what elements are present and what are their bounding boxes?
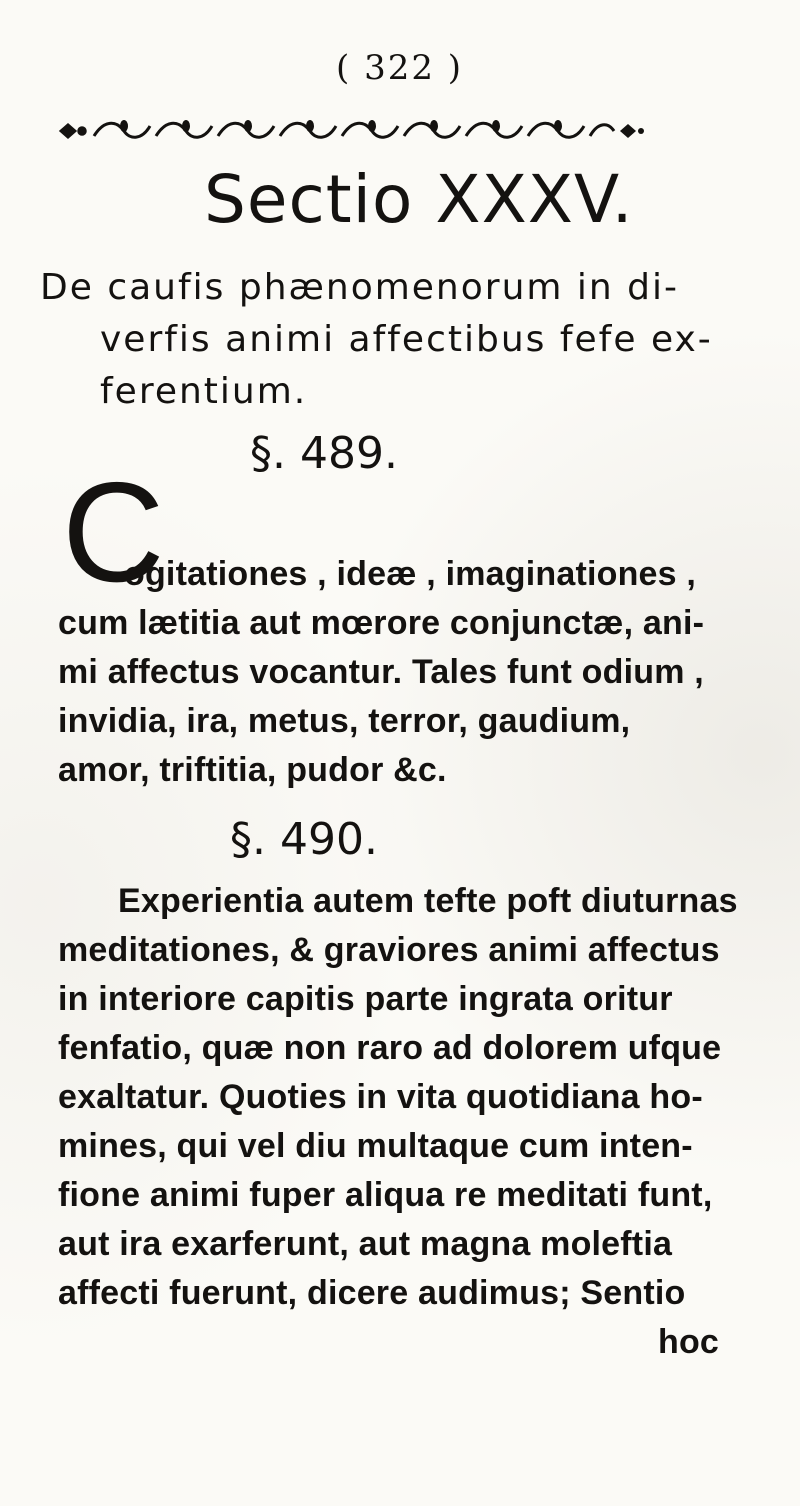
subtitle-line: ferentium.	[100, 371, 308, 412]
text-line: Experientia autem tefte poft diuturnas	[118, 882, 738, 920]
text-line: in interiore capitis parte ingrata oritur	[58, 980, 673, 1018]
page-number: ( 322 )	[336, 48, 464, 88]
text-line: affecti fuerunt, dicere audimus; Sentio	[58, 1274, 686, 1312]
subtitle-line: verfis animi affectibus fefe ex-	[100, 319, 713, 360]
paragraph-490	[58, 877, 748, 1367]
text-line: exaltatur. Quoties in vita quotidiana ho-	[58, 1078, 703, 1116]
text-line: ogitationes , ideæ , imaginationes ,	[124, 555, 697, 593]
text-line: amor, triftitia, pudor &c.	[58, 751, 447, 789]
text-line: fione animi fuper aliqua re meditati funt,	[58, 1176, 713, 1214]
text-line: mi affectus vocantur. Tales funt odium ,	[58, 653, 704, 691]
paragraph-489	[58, 550, 728, 795]
text-line: fenfatio, quæ non raro ad dolorem ufque	[58, 1029, 722, 1067]
section-subtitle	[40, 262, 713, 418]
paragraph-number-490: §. 490.	[230, 814, 378, 865]
section-title: Sectio XXXV.	[204, 161, 634, 238]
text-line: invidia, ira, metus, terror, gaudium,	[58, 702, 631, 740]
text-line: aut ira exarferunt, aut magna moleftia	[58, 1225, 673, 1263]
catchword: hoc	[658, 1323, 720, 1361]
text-line: meditationes, & graviores animi affectus	[58, 931, 720, 969]
text-line: cum lætitia aut mœrore conjunctæ, ani-	[58, 604, 705, 642]
paragraph-number-489: §. 489.	[250, 428, 398, 479]
ornamental-border	[58, 114, 644, 148]
subtitle-line: De caufis phænomenorum in di-	[40, 267, 680, 308]
drop-cap: C	[62, 453, 165, 612]
text-line: mines, qui vel diu multaque cum inten-	[58, 1127, 693, 1165]
